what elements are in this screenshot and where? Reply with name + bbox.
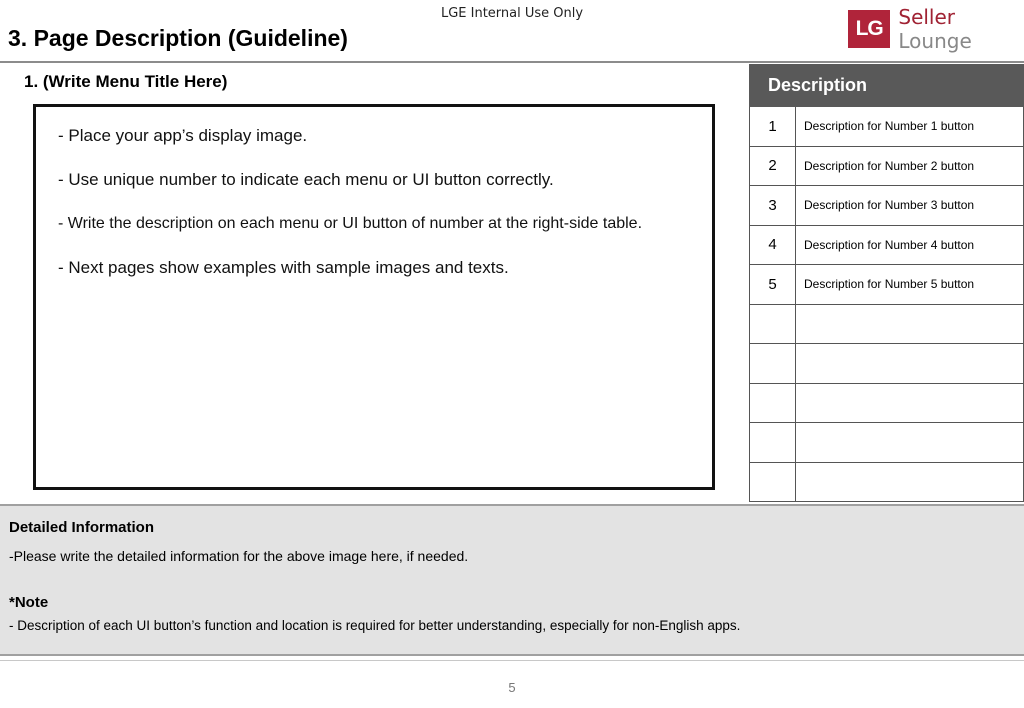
row-number bbox=[750, 304, 796, 344]
table-row bbox=[750, 344, 1024, 384]
row-number: 5 bbox=[750, 265, 796, 305]
row-description: Description for Number 5 button bbox=[796, 265, 1024, 305]
table-row bbox=[750, 265, 1024, 305]
logo-lounge-text: Lounge bbox=[898, 29, 972, 53]
row-description bbox=[796, 423, 1024, 463]
guideline-item: - Use unique number to indicate each menu or UI button correctly. bbox=[58, 170, 554, 189]
row-number bbox=[750, 462, 796, 502]
row-number: 3 bbox=[750, 186, 796, 226]
row-description bbox=[796, 462, 1024, 502]
row-description bbox=[796, 383, 1024, 423]
header-divider bbox=[0, 61, 1024, 63]
detail-heading: Detailed Information bbox=[9, 519, 155, 536]
table-row bbox=[750, 423, 1024, 463]
table-row bbox=[750, 146, 1024, 186]
lg-logo-badge: LG bbox=[848, 10, 890, 48]
row-number bbox=[750, 383, 796, 423]
classification-label: LGE Internal Use Only bbox=[440, 6, 584, 21]
guideline-item: - Place your app’s display image. bbox=[58, 126, 308, 145]
row-description bbox=[796, 344, 1024, 384]
page-title: 3. Page Description (Guideline) bbox=[8, 25, 348, 51]
page-number: 5 bbox=[508, 680, 516, 695]
note-text: - Description of each UI button’s function and location is required for better understanding, especially for non-English apps. bbox=[9, 618, 741, 633]
row-description: Description for Number 2 button bbox=[796, 146, 1024, 186]
row-number bbox=[750, 423, 796, 463]
table-row bbox=[750, 225, 1024, 265]
detailed-information-panel bbox=[0, 504, 1024, 656]
detail-text: -Please write the detailed information for the above image here, if needed. bbox=[9, 548, 469, 564]
logo-seller-text: Seller bbox=[898, 5, 956, 29]
guideline-item: - Next pages show examples with sample images and texts. bbox=[58, 258, 509, 277]
row-number: 1 bbox=[750, 107, 796, 147]
row-number: 4 bbox=[750, 225, 796, 265]
table-row bbox=[750, 462, 1024, 502]
row-description: Description for Number 4 button bbox=[796, 225, 1024, 265]
row-number bbox=[750, 344, 796, 384]
footer-divider bbox=[0, 660, 1024, 661]
note-heading: *Note bbox=[9, 594, 49, 611]
row-description bbox=[796, 304, 1024, 344]
table-row bbox=[750, 107, 1024, 147]
table-row bbox=[750, 186, 1024, 226]
logo-wordmark bbox=[898, 5, 1024, 53]
description-table-header: Description bbox=[750, 65, 1024, 107]
table-row bbox=[750, 304, 1024, 344]
menu-title: 1. (Write Menu Title Here) bbox=[24, 72, 228, 91]
guideline-item: - Write the description on each menu or UI button of number at the right-side table. bbox=[58, 215, 643, 232]
app-display-image-frame bbox=[33, 104, 715, 490]
row-description: Description for Number 1 button bbox=[796, 107, 1024, 147]
lg-seller-lounge-logo bbox=[848, 5, 1024, 53]
row-description: Description for Number 3 button bbox=[796, 186, 1024, 226]
row-number: 2 bbox=[750, 146, 796, 186]
table-row bbox=[750, 383, 1024, 423]
description-table bbox=[749, 64, 1024, 502]
